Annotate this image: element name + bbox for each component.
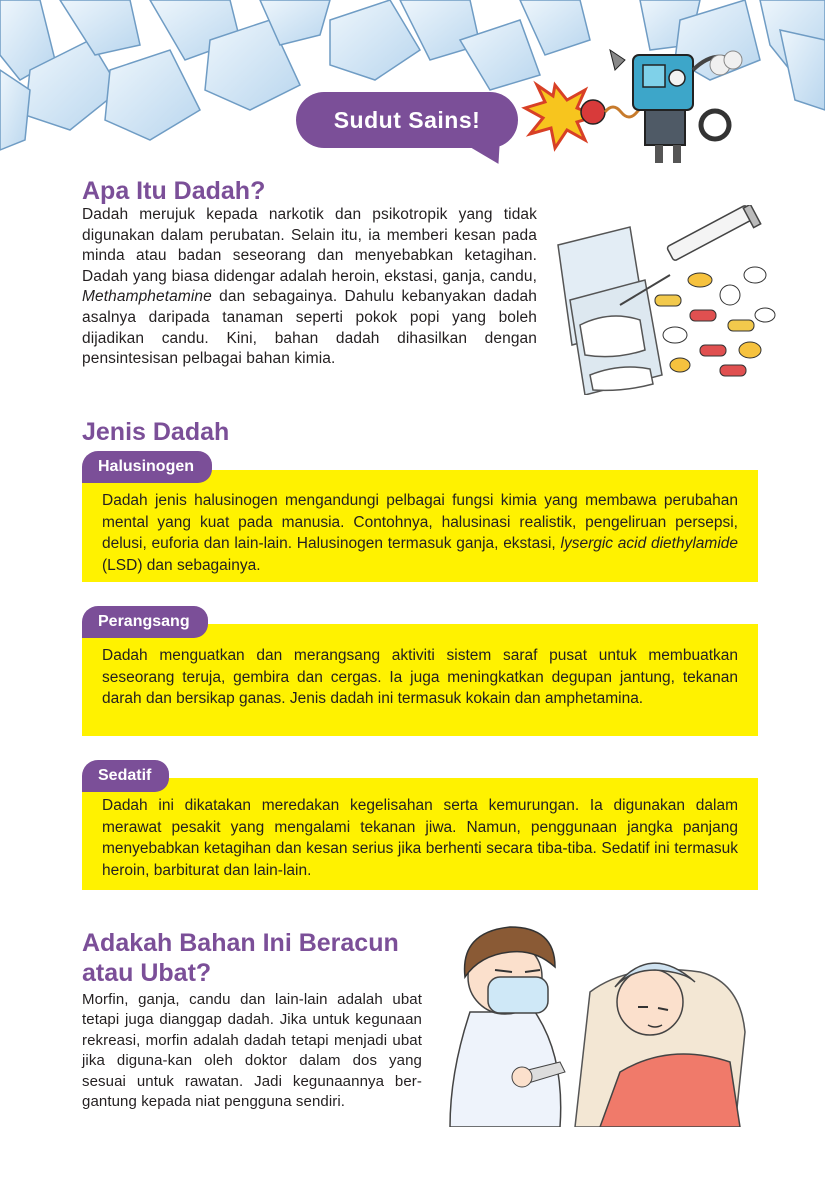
info-box-text: Dadah menguatkan dan merangsang aktiviti sistem saraf pusat untuk membuatkan seseorang teruja, gembira dan cergas. Ia juga meningkatkan degupan jantung, tekanan darah dan bersikap ganas. Jenis dadah ini termasuk kokain dan amphetamina.: [102, 647, 738, 707]
header-banner: [0, 0, 825, 170]
section-title-jenis-dadah: Jenis Dadah: [82, 418, 230, 446]
robot-mascot-icon: [515, 30, 765, 170]
drugs-syringe-pills-icon: [550, 205, 780, 395]
section-title-beracun-atau-ubat: Adakah Bahan Ini Beracun atau Ubat?: [82, 929, 399, 987]
tag-sedatif: Sedatif: [82, 760, 169, 792]
section-body-beracun-atau-ubat: Morfin, ganja, candu dan lain-lain adalah ubat tetapi juga dianggap dadah. Jika untuk kegunaan rekreasi, morfin adalah dadah tetapi menjadi ubat jika diguna-kan oleh doktor dalam dos yang sesuai untuk rawatan. Jadi kegunaannya ber-gantung kepada niat pengguna sendiri.: [82, 991, 422, 1111]
section-title-apa-itu-dadah: Apa Itu Dadah?: [82, 177, 266, 205]
info-box-perangsang: [82, 624, 758, 736]
tag-perangsang: Perangsang: [82, 606, 208, 638]
tag-halusinogen: Halusinogen: [82, 451, 212, 483]
info-box-text: Dadah jenis halusinogen mengandungi pelbagai fungsi kimia yang membawa perubahan mental yang kuat pada manusia. Contohnya, halusinasi realistik, pengeliruan persepsi, delusi, euforia dan lain-lain. Halusinogen termasuk ganja, ekstasi, lysergic acid diethylamide (LSD) dan sebagainya.: [102, 492, 738, 574]
section-body-apa-itu-dadah: Dadah merujuk kepada narkotik dan psikotropik yang tidak digunakan dalam perubatan. Selain itu, ia memberi kesan pada minda atau badan seseorang dan menyebabkan ketagihan. Dadah yang biasa didengar adalah heroin, ekstasi, ganja, candu, Methamphetamine dan sebagainya. Dahulu kebanyakan dadah asalnya daripada tanaman seperti pokok popi yang boleh dijadikan candu. Kini, bahan dadah dihasilkan dengan pensintesisan pelbagai bahan kimia.: [82, 206, 537, 368]
info-box-halusinogen: [82, 470, 758, 582]
doctor-patient-icon: [440, 922, 760, 1127]
info-box-sedatif: [82, 778, 758, 890]
section-badge-label: Sudut Sains!: [333, 107, 481, 133]
info-box-text: Dadah ini dikatakan meredakan kegelisahan serta kemurungan. Ia digunakan dalam merawat pesakit yang mengalami tekanan jiwa. Namun, penggunaan jangka panjang menyebabkan ketagihan dan kesan serius jika berhenti secara tiba-tiba. Sedatif ini termasuk heroin, barbiturat dan lain-lain.: [102, 797, 738, 879]
